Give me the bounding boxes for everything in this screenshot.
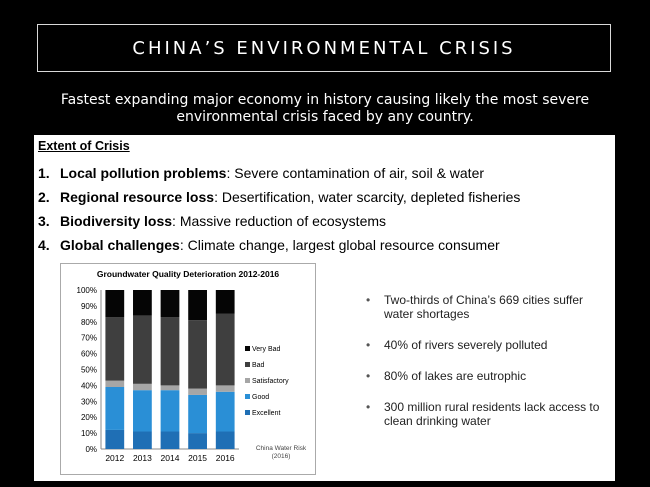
fact-item: [366, 293, 611, 321]
legend-swatch: [245, 362, 250, 367]
chart-source: China Water Risk: [255, 445, 307, 452]
x-tick-label: 2013: [132, 453, 152, 463]
bar-segment-very-bad: [188, 290, 207, 320]
fact-item: [366, 338, 611, 352]
crisis-item-number: 4.: [38, 237, 50, 253]
crisis-item-number: 3.: [38, 213, 50, 229]
bar-segment-satisfactory: [133, 384, 152, 390]
crisis-item-label: Regional resource loss: [60, 189, 215, 205]
y-tick-label: 100%: [76, 286, 97, 295]
legend-label: Satisfactory: [252, 378, 289, 385]
bar-segment-good: [216, 392, 235, 432]
y-tick-label: 20%: [80, 413, 97, 423]
bar-segment-very-bad: [161, 290, 180, 317]
crisis-item: [38, 209, 520, 233]
bar-segment-bad: [216, 314, 235, 386]
bar-segment-excellent: [105, 430, 124, 449]
bullet-icon: •: [366, 293, 371, 307]
bar-segment-satisfactory: [105, 381, 124, 387]
crisis-item: [38, 185, 520, 209]
bar-segment-excellent: [133, 432, 152, 449]
bar-segment-bad: [133, 315, 152, 383]
fact-text: 40% of rivers severely polluted: [384, 338, 548, 352]
extent-heading: Extent of Crisis: [38, 139, 130, 153]
fact-text: 80% of lakes are eutrophic: [384, 369, 527, 383]
bar-segment-good: [133, 390, 152, 431]
crisis-item-text: : Climate change, largest global resource consumer: [179, 237, 500, 253]
bar-segment-excellent: [216, 432, 235, 449]
fact-item: [366, 400, 611, 428]
bar-segment-good: [105, 387, 124, 430]
bar-segment-bad: [188, 320, 207, 388]
bar-segment-satisfactory: [161, 385, 180, 390]
bar-segment-satisfactory: [188, 389, 207, 395]
fact-text: Two-thirds of China’s 669 cities suffer water shortages: [384, 293, 583, 321]
chart-title: Groundwater Quality Deterioration 2012-2016: [96, 269, 280, 279]
y-tick-label: 50%: [80, 365, 97, 375]
bar-segment-very-bad: [105, 290, 124, 317]
fact-item: [366, 369, 611, 383]
bullet-icon: •: [366, 369, 371, 383]
crisis-item-label: Local pollution problems: [60, 165, 227, 181]
crisis-item-text: : Massive reduction of ecosystems: [172, 213, 387, 229]
crisis-item-label: Biodiversity loss: [60, 213, 173, 229]
crisis-item-number: 2.: [38, 189, 50, 205]
crisis-item: [38, 161, 520, 185]
legend-swatch: [245, 378, 250, 383]
bar-segment-very-bad: [133, 290, 152, 315]
legend-label: Good: [252, 394, 270, 401]
crisis-item-text: : Desertification, water scarcity, depleted fisheries: [214, 189, 521, 205]
x-tick-label: 2016: [215, 453, 235, 463]
x-tick-label: 2015: [188, 453, 208, 463]
legend-label: Excellent: [252, 410, 281, 417]
slide-subtitle: Fastest expanding major economy in history causing likely the most severe environmental crisis faced by any country.: [60, 92, 590, 125]
y-tick-label: 0%: [85, 445, 97, 454]
legend-swatch: [245, 394, 250, 399]
bar-segment-very-bad: [216, 290, 235, 314]
content-panel: [34, 135, 615, 481]
crisis-item-number: 1.: [38, 165, 50, 181]
bar-segment-excellent: [161, 432, 180, 449]
y-tick-label: 80%: [80, 317, 97, 327]
bullet-icon: •: [366, 338, 371, 352]
slide-title: CHINA’S ENVIRONMENTAL CRISIS: [132, 37, 516, 59]
x-tick-label: 2012: [105, 453, 125, 463]
crisis-item-text: : Severe contamination of air, soil & water: [226, 165, 485, 181]
y-tick-label: 90%: [80, 301, 97, 311]
y-tick-label: 60%: [80, 349, 97, 359]
bar-segment-satisfactory: [216, 385, 235, 391]
bar-segment-bad: [161, 317, 180, 385]
y-tick-label: 70%: [80, 333, 97, 343]
bar-segment-good: [161, 390, 180, 431]
chart-source: (2016): [271, 453, 291, 460]
fact-text: 300 million rural residents lack access to clean drinking water: [384, 400, 600, 428]
crisis-item-label: Global challenges: [60, 237, 180, 253]
legend-swatch: [245, 410, 250, 415]
x-tick-label: 2014: [160, 453, 180, 463]
legend-label: Bad: [252, 362, 265, 369]
groundwater-chart: [60, 263, 316, 475]
crisis-list: [38, 161, 520, 257]
legend-swatch: [245, 346, 250, 351]
bar-segment-good: [188, 395, 207, 433]
legend-label: Very Bad: [252, 346, 281, 353]
chart-svg: [61, 264, 315, 474]
y-tick-label: 10%: [80, 429, 97, 439]
bar-segment-bad: [105, 317, 124, 381]
title-box: [37, 24, 611, 72]
y-tick-label: 30%: [80, 397, 97, 407]
bar-segment-excellent: [188, 433, 207, 449]
y-tick-label: 40%: [80, 381, 97, 391]
crisis-item: [38, 233, 520, 257]
facts-list: [366, 293, 611, 445]
bullet-icon: •: [366, 400, 371, 414]
